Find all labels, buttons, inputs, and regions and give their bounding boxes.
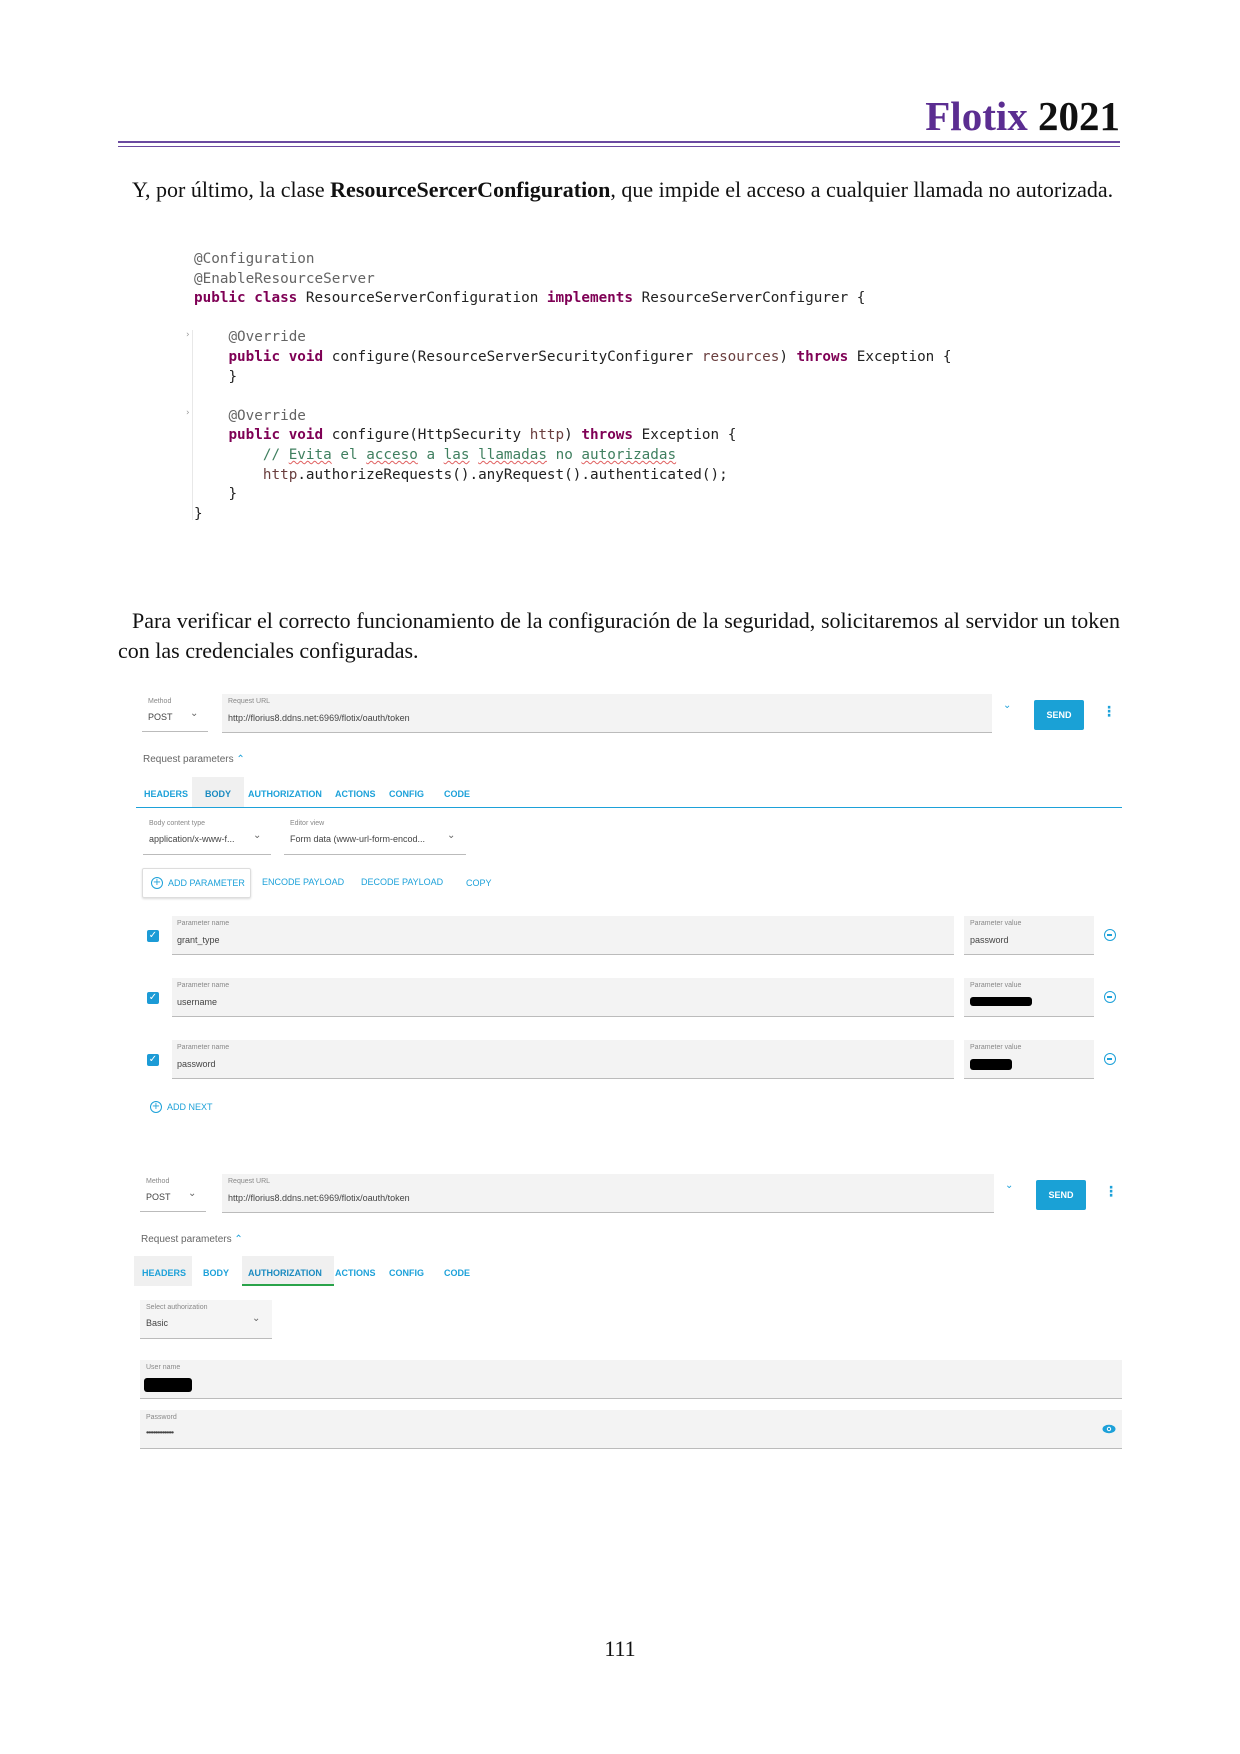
eye-icon[interactable] [1102,1424,1116,1434]
encode-payload-button[interactable]: ENCODE PAYLOAD [262,877,345,887]
code-line: } [228,368,238,385]
fold-icon[interactable]: › [186,408,190,418]
chevron-down-icon: ⌄ [252,1313,261,1324]
chevron-up-icon: ⌃ [236,754,245,765]
code-param: http [262,466,298,483]
content-type-label: Body content type [149,820,206,827]
url-label: Request URL [228,698,271,705]
tab-actions[interactable]: ACTIONS [335,789,376,799]
code-param: http [529,427,565,444]
code-keyword: public void [228,427,324,444]
param-name-label: Parameter name [177,1044,230,1051]
param-value-label: Parameter value [970,982,1022,989]
tab-body[interactable]: BODY [203,1268,230,1278]
code-comment: // Evita el acceso a las llamadas no autorizadas [262,446,677,463]
param-name-value: password [177,1059,216,1069]
tab-headers[interactable]: HEADERS [144,789,189,799]
code-text: Exception { [848,348,952,365]
code-text: Exception { [633,427,737,444]
param-value-value: password [970,935,1009,945]
code-block [194,250,952,524]
class-name-bold: ResourceSercerConfiguration [330,177,611,202]
param-value-field[interactable] [964,1040,1094,1079]
tab-code[interactable]: CODE [444,1268,471,1278]
code-text: ) [779,348,797,365]
url-history-chevron-icon[interactable]: ⌄ [1005,1180,1014,1191]
chevron-down-icon: ⌄ [253,830,262,841]
remove-circle-icon[interactable] [1104,929,1116,941]
param-name-value: username [177,997,218,1007]
username-label: User name [146,1364,181,1371]
method-select[interactable] [140,1174,206,1212]
editor-view-value: Form data (www-url-form-encod... [290,834,426,844]
url-value: http://florius8.ddns.net:6969/flotix/oauth/token [228,1193,410,1203]
url-value: http://florius8.ddns.net:6969/flotix/oauth/token [228,713,410,723]
header-rule-thin [118,146,1120,147]
remove-circle-icon[interactable] [1104,1053,1116,1065]
page-number: 111 [604,1636,636,1661]
param-value-field[interactable] [964,916,1094,955]
code-line: @Override [228,407,306,424]
code-keyword: implements [546,290,633,307]
param-value-field[interactable] [964,978,1094,1017]
method-select[interactable] [142,694,208,732]
request-params-label: Request parameters [143,754,234,765]
copy-button[interactable]: COPY [466,878,492,888]
request-url-field[interactable] [222,694,992,733]
auth-type-value: Basic [146,1318,169,1328]
fold-icon[interactable]: › [186,330,190,340]
editor-view-label: Editor view [290,820,325,827]
chevron-down-icon: ⌄ [190,708,199,719]
code-param: resources [701,348,780,365]
chevron-down-icon: ⌄ [188,1188,197,1199]
param-name-value: grant_type [177,935,220,945]
tab-body[interactable]: BODY [205,789,232,799]
param-name-field[interactable] [172,978,954,1017]
remove-circle-icon[interactable] [1104,991,1116,1003]
request-params-toggle[interactable] [141,1234,243,1245]
tab-actions[interactable]: ACTIONS [335,1268,376,1278]
more-menu-icon[interactable]: ⋮ [1104,1184,1118,1200]
tab-bar [134,1256,534,1286]
code-text: ResourceServerConfiguration [297,290,547,307]
request-url-field[interactable] [222,1174,994,1213]
param-name-field[interactable] [172,916,954,955]
body-content-type-select[interactable] [143,816,271,855]
url-history-chevron-icon[interactable]: ⌄ [1003,700,1012,711]
code-line: } [228,486,238,503]
redacted-value [970,997,1032,1006]
checkbox-checked-icon[interactable]: ✓ [148,930,158,941]
param-name-label: Parameter name [177,982,230,989]
param-value-label: Parameter value [970,920,1022,927]
add-next-button[interactable] [150,1100,230,1116]
code-keyword: public class [194,290,298,307]
paragraph-verify: Para verificar el correcto funcionamiento de la configuración de la seguridad, solicitaremos al servidor un token con las credenciales configuradas. [118,608,1120,663]
code-line: @Override [228,329,306,346]
request-params-toggle[interactable] [143,754,245,765]
decode-payload-button[interactable]: DECODE PAYLOAD [361,877,444,887]
password-field[interactable] [140,1410,1122,1449]
method-label: Method [148,698,172,705]
code-line: @EnableResourceServer [194,270,375,287]
tab-config[interactable]: CONFIG [389,1268,424,1278]
tab-authorization[interactable]: AUTHORIZATION [248,1268,322,1278]
url-label: Request URL [228,1178,271,1185]
param-name-label: Parameter name [177,920,230,927]
chevron-down-icon: ⌄ [447,830,456,841]
tab-config[interactable]: CONFIG [389,789,424,799]
code-keyword: throws [796,348,849,365]
add-circle-icon: + [151,1101,161,1112]
page-header [925,92,1120,140]
paragraph-intro [118,175,1120,205]
send-button[interactable]: SEND [1036,1180,1086,1210]
add-next-label: ADD NEXT [167,1102,213,1112]
code-text: configure(ResourceServerSecurityConfigurer [323,348,702,365]
param-name-field[interactable] [172,1040,954,1079]
username-field[interactable] [140,1360,1122,1399]
tab-bar [136,777,1122,808]
chevron-up-icon: ⌃ [234,1234,243,1245]
editor-view-select[interactable] [284,816,466,855]
password-value: ••••••••••••••• [146,1428,174,1437]
authorization-type-select[interactable] [140,1300,272,1339]
request-params-label: Request parameters [141,1234,232,1245]
param-value-label: Parameter value [970,1044,1022,1051]
param-row [142,1040,1122,1080]
header-rule [118,141,1120,143]
header-year: 2021 [1038,93,1120,139]
code-text: .authorizeRequests().anyRequest().authenticated(); [297,466,728,483]
param-row [142,916,1122,956]
method-value: POST [146,1192,171,1202]
checkbox-checked-icon[interactable]: ✓ [148,992,158,1003]
redacted-username [144,1378,192,1392]
redacted-value [970,1059,1012,1070]
para1-text: Y, por último, la clase [132,177,331,202]
checkbox-checked-icon[interactable]: ✓ [148,1054,158,1065]
add-parameter-button[interactable] [142,868,251,898]
method-value: POST [148,712,173,722]
code-gutter-line [192,330,193,520]
param-row [142,978,1122,1018]
method-label: Method [146,1178,170,1185]
send-button[interactable]: SEND [1034,700,1084,730]
password-label: Password [146,1414,177,1421]
header-brand: Flotix [925,93,1028,139]
tab-code[interactable]: CODE [444,789,471,799]
add-circle-icon: + [152,877,162,888]
code-text: configure(HttpSecurity [323,427,530,444]
auth-type-label: Select authorization [146,1304,208,1311]
code-keyword: throws [581,427,634,444]
more-menu-icon[interactable]: ⋮ [1102,704,1116,720]
code-line: } [194,505,203,522]
tab-headers[interactable]: HEADERS [142,1268,187,1278]
code-keyword: public void [228,348,324,365]
code-line: @Configuration [194,251,315,267]
content-type-value: application/x-www-f... [149,834,235,844]
code-text: ) [564,427,582,444]
code-text: ResourceServerConfigurer { [633,290,866,307]
para1-text-end: , que impide el acceso a cualquier llamada no autorizada. [610,177,1114,202]
tab-authorization[interactable]: AUTHORIZATION [248,789,322,799]
add-parameter-label: ADD PARAMETER [168,878,245,888]
